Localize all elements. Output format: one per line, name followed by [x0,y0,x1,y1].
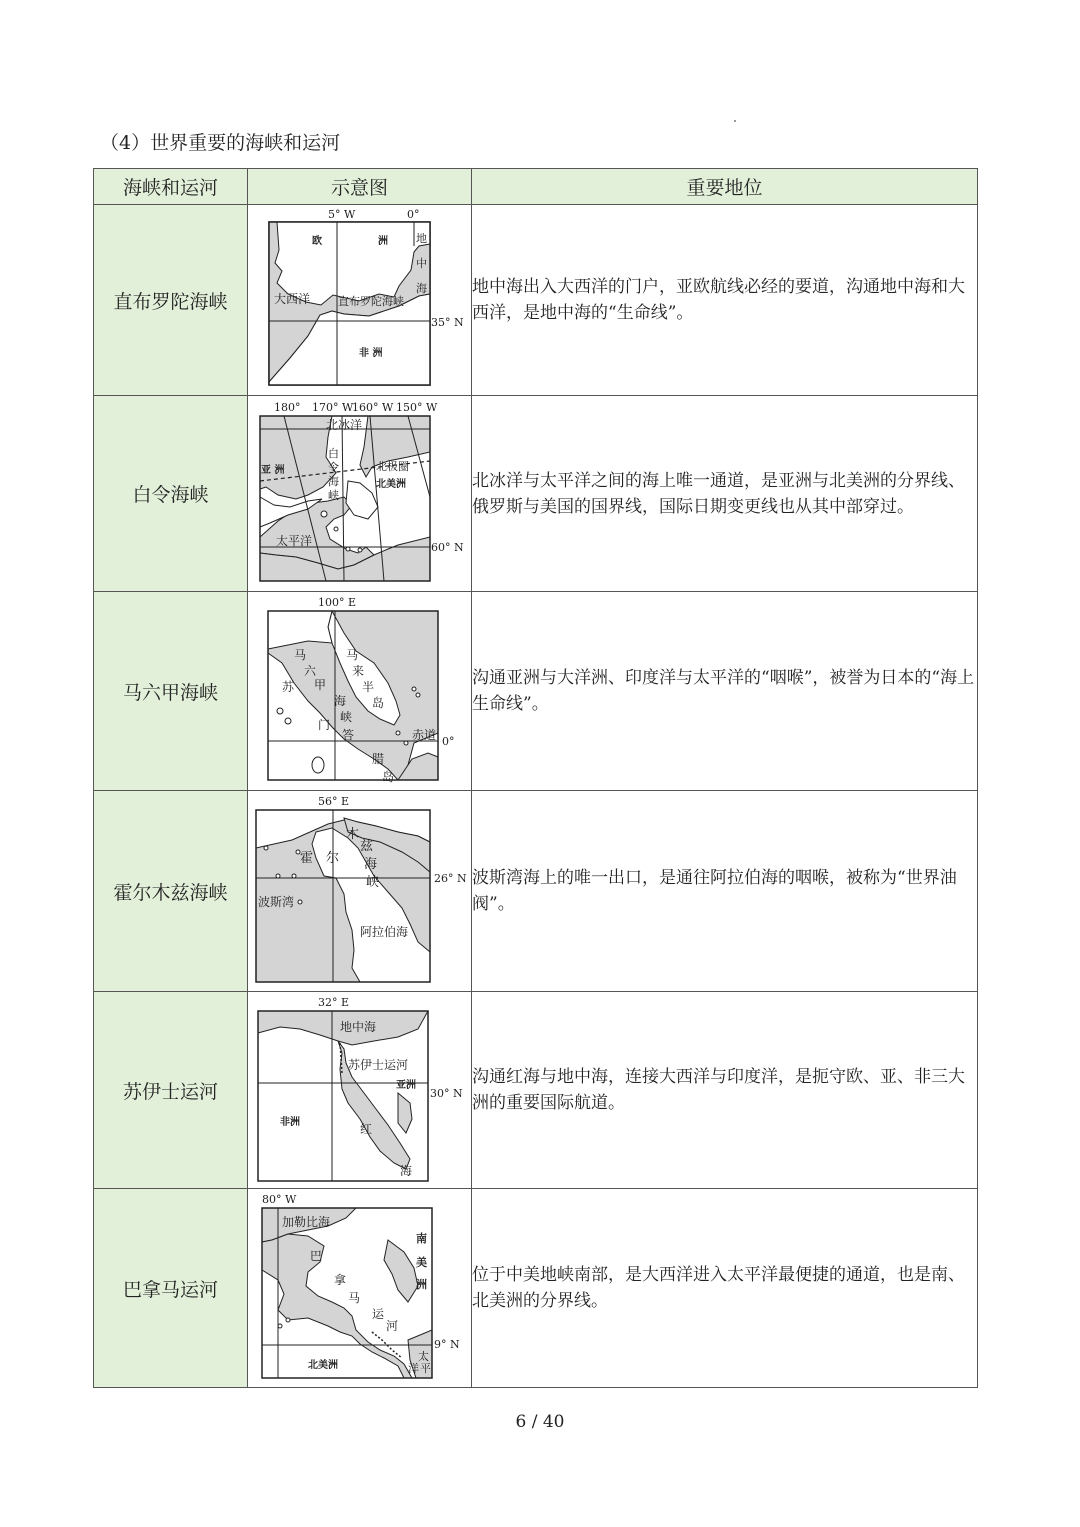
row-desc: 波斯湾海上的唯一出口，是通往阿拉伯海的咽喉，被称为“世界油阀”。 [472,791,978,992]
map-label: 来 [352,663,365,678]
map-label: 木 [346,826,360,842]
map-label: 海 [328,474,339,488]
map-label: 白 [328,446,339,460]
map-label: 欧 [312,235,322,247]
row-name: 直布罗陀海峡 [94,205,248,396]
map-label: 甲 [314,677,327,692]
table-row [94,396,978,592]
map-label: 地中海 [340,1019,377,1034]
map-label: 门 [318,717,331,732]
lat-label: 26° N [434,871,467,885]
map-gibraltar [248,205,472,396]
lat-label: 60° N [431,540,464,554]
map-label: 北美洲 [308,1359,338,1371]
gibraltar-map [248,206,471,395]
map-label: 马 [346,647,359,662]
map-label: 太 [418,1349,429,1363]
table-row [94,1189,978,1388]
map-malacca [248,592,472,791]
lon-label: 0° [407,207,420,221]
map-label: 北美洲 [376,478,406,490]
lon-label: 180° [274,400,301,414]
straits-table [93,168,978,1388]
row-desc: 沟通亚洲与大洋洲、印度洋与太平洋的“咽喉”，被誉为日本的“海上生命线”。 [472,592,978,791]
table-header-row [94,169,978,205]
row-desc: 地中海出入大西洋的门户，亚欧航线必经的要道，沟通地中海和大西洋，是地中海的“生命线”。 [472,205,978,396]
table-row [94,592,978,791]
map-label: 大西洋 [274,291,311,306]
map-label: 答 [342,727,355,742]
header-map: 示意图 [248,169,472,205]
map-label: 马 [294,647,307,662]
map-label: 马 [348,1290,361,1305]
map-label: 北极圈 [376,459,409,473]
row-name: 白令海峡 [94,396,248,592]
row-desc: 北冰洋与太平洋之间的海上唯一通道，是亚洲与北美洲的分界线、俄罗斯与美国的国界线，国际日期变更线也从其中部穿过。 [472,396,978,592]
table-row [94,205,978,396]
map-label: 北冰洋 [326,417,363,432]
map-label: 峡 [366,874,380,890]
map-label: 洋 [408,1361,419,1375]
malacca-map [248,593,471,790]
speck [734,120,736,122]
map-label: 海 [334,693,347,708]
map-label: 洲 [378,235,388,247]
panama-map [248,1190,471,1387]
map-label: 美 [416,1255,427,1269]
map-label: 亚洲 [396,1079,416,1091]
lat-label: 9° N [434,1337,460,1351]
row-desc: 沟通红海与地中海，连接大西洋与印度洋，是扼守欧、亚、非三大洲的重要国际航道。 [472,992,978,1189]
map-label: 地 [416,231,427,245]
map-label: 亚 洲 [261,464,285,476]
map-label: 赤道 [412,727,437,742]
map-label: 腊 [372,751,385,766]
map-label: 运 [372,1306,385,1321]
map-label: 南 [416,1231,427,1245]
lon-label: 160° W [352,400,394,414]
map-label: 岛 [382,769,395,784]
lon-label: 56° E [318,794,350,808]
map-label: 尔 [326,850,340,866]
page-number: 6 / 40 [515,1412,565,1432]
map-label: 海 [400,1163,413,1178]
lon-label: 150° W [396,400,438,414]
lat-label: 30° N [430,1086,463,1100]
map-label: 非洲 [280,1116,300,1128]
bering-map [248,397,471,591]
map-label: 霍 [300,850,314,866]
map-label: 六 [304,663,317,678]
row-name: 苏伊士运河 [94,992,248,1189]
row-name: 巴拿马运河 [94,1189,248,1388]
row-name: 霍尔木兹海峡 [94,791,248,992]
lon-label: 32° E [318,995,350,1009]
map-panama [248,1189,472,1388]
map-label: 非 洲 [359,347,383,359]
map-label: 拿 [334,1272,347,1287]
lat-label: 35° N [431,315,464,329]
lat-label: 0° [442,734,455,748]
header-importance: 重要地位 [472,169,978,205]
lon-label: 100° E [318,595,357,609]
row-name: 马六甲海峡 [94,592,248,791]
table-row [94,791,978,992]
lon-label: 80° W [262,1192,297,1206]
map-label: 海 [416,281,427,295]
suez-map [248,993,471,1188]
map-label: 直布罗陀海峡 [338,294,404,308]
map-label: 波斯湾 [258,894,295,909]
map-label: 岛 [372,695,385,710]
map-label: 中 [416,256,427,270]
map-label: 太平洋 [276,533,313,548]
map-label: 加勒比海 [282,1214,331,1229]
map-label: 洲 [416,1277,427,1291]
map-label: 兹 [360,838,374,854]
header-name: 海峡和运河 [94,169,248,205]
map-label: 令 [328,460,339,474]
map-label: 苏 [282,679,295,694]
map-hormuz [248,791,472,992]
map-label: 巴 [310,1248,323,1263]
map-label: 海 [364,856,378,872]
section-heading: （4）世界重要的海峡和运河 [100,132,341,154]
map-suez [248,992,472,1189]
table-row [94,992,978,1189]
lon-label: 170° W [312,400,354,414]
map-label: 平 [420,1361,431,1375]
map-bering [248,396,472,592]
map-label: 峡 [340,709,353,724]
lon-label: 5° W [328,207,356,221]
row-desc: 位于中美地峡南部，是大西洋进入太平洋最便捷的通道，也是南、北美洲的分界线。 [472,1189,978,1388]
map-label: 半 [362,679,375,694]
map-label: 峡 [328,488,339,502]
map-label: 河 [386,1318,399,1333]
hormuz-map [248,792,471,991]
map-label: 红 [360,1121,373,1136]
map-label: 苏伊士运河 [348,1057,409,1072]
map-label: 阿拉伯海 [360,924,409,939]
